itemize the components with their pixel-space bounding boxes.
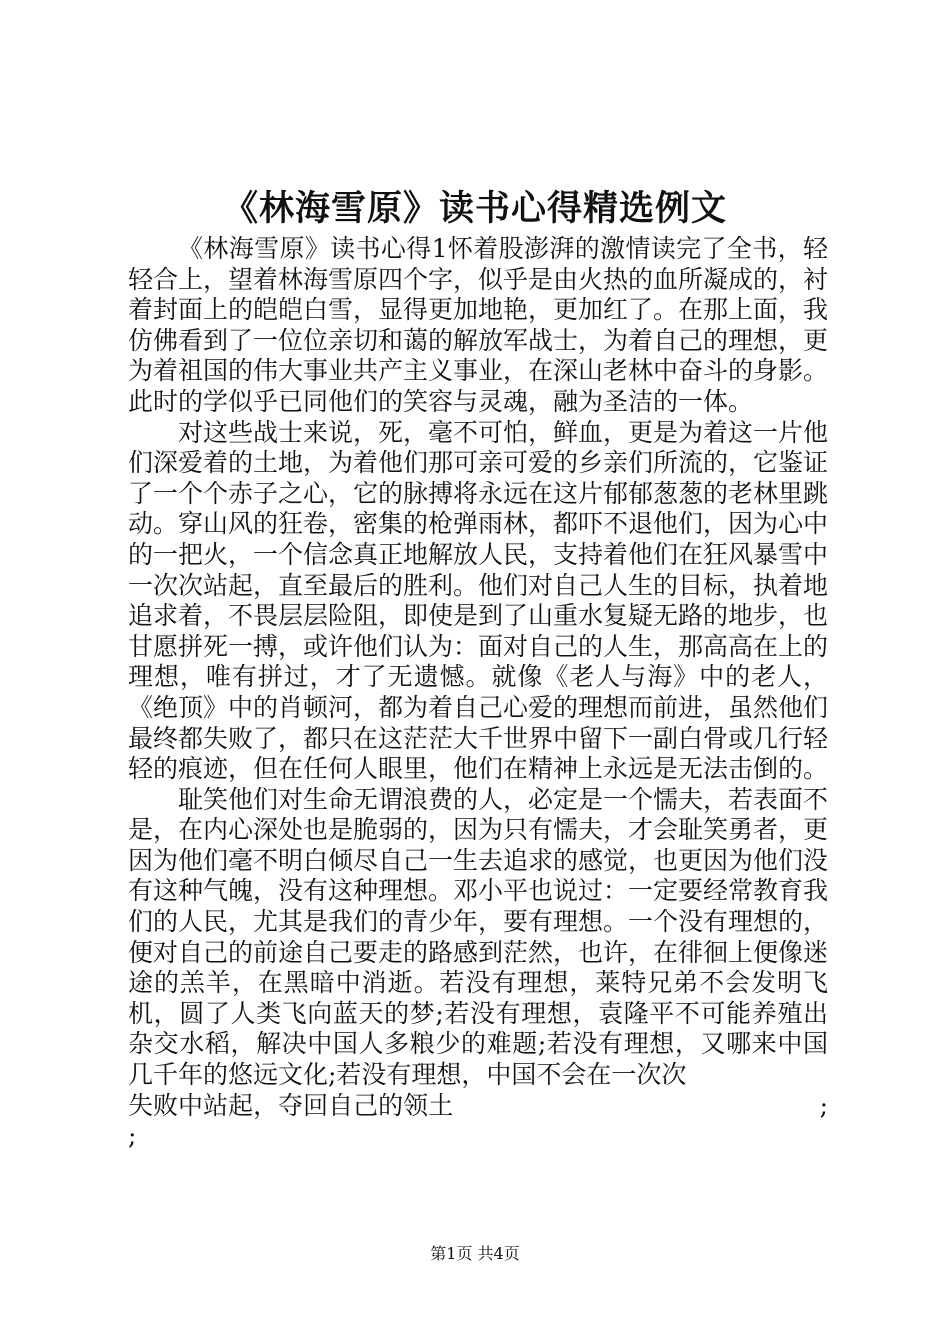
tail-char: 失 <box>128 1090 154 1120</box>
tail-char: 土 <box>428 1090 454 1120</box>
tail-char: ; <box>819 1090 828 1120</box>
document-title: 《林海雪原》读书心得精选例文 <box>222 189 727 229</box>
page-number: 第1页 共4页 <box>430 1244 520 1263</box>
paragraph-1: 《林海雪原》读书心得1怀着股澎湃的激情读完了全书，轻轻合上，望着林海雪原四个字，似乎是由火热的血所凝成的，衬着封面上的皑皑白雪，显得更加地艳，更加红了。在那上面，我仿佛看到了一位位亲切和蔼的解放军战士，为着自己的理想，更为着祖国的伟大事业共产主义事业，在深山老林中奋斗的身影。此时的学似乎已同他们的笑容与灵魂，融为圣洁的一体。 <box>128 234 829 416</box>
tail-semicolon: ; <box>128 1121 137 1151</box>
tail-char: 己 <box>353 1090 379 1120</box>
paragraph-2: 对这些战士来说，死，毫不可怕，鲜血，更是为着这一片他们深爱着的土地，为着他们那可亲可爱的乡亲们所流的，它鉴证了一个个赤子之心，它的脉搏将永远在这片郁郁葱葱的老林里跳动。穿山风的狂卷，密集的枪弹雨林，都吓不退他们，因为心中的一把火，一个信念真正地解放人民，支持着他们在狂风暴雪中一次次站起，直至最后的胜利。他们对自己人生的目标，执着地追求着，不畏层层险阻，即使是到了山重水复疑无路的地步，也甘愿拼死一搏，或许他们认为：面对自己的人生，那高高在上的理想，唯有拼过，才了无遗憾。就像《老人与海》中的老人，《绝顶》中的肖顿河，都为着自己心爱的理想而前进，虽然他们最终都失败了，都只在这茫茫大千世界中留下一副白骨或几行轻轻的痕迹，但在任何人眼里，他们在精神上永远是无法击倒的。 <box>128 417 829 784</box>
tail-char: 起 <box>228 1090 254 1120</box>
paragraph-3-last-line <box>128 1091 828 1122</box>
document-body <box>128 234 828 1152</box>
tail-char: 的 <box>378 1090 404 1120</box>
tail-char: 夺 <box>278 1090 304 1120</box>
tail-char: 站 <box>203 1090 229 1120</box>
paragraph-3: 耻笑他们对生命无谓浪费的人，必定是一个懦夫，若表面不是，在内心深处也是脆弱的，因为只有懦夫，才会耻笑勇者，更因为他们毫不明白倾尽自己一生去追求的感觉，也更因为他们没有这种气魄，没有这种理想。邓小平也说过：一定要经常教育我们的人民，尤其是我们的青少年，要有理想。一个没有理想的，便对自己的前途自己要走的路感到茫然，也许，在徘徊上便像迷途的羔羊，在黑暗中消逝。若没有理想，莱特兄弟不会发明飞机，圆了人类飞向蓝天的梦;若没有理想，袁隆平不可能养殖出杂交水稻，解决中国人多粮少的难题;若没有理想，又哪来中国几千年的悠远文化;若没有理想，中国不会在一次次 <box>128 784 829 1090</box>
tail-char: 自 <box>328 1090 354 1120</box>
tail-char: 中 <box>178 1090 204 1120</box>
tail-char: 回 <box>303 1090 329 1120</box>
tail-char: 败 <box>153 1090 179 1120</box>
tail-char: ， <box>253 1090 279 1120</box>
tail-char: 领 <box>403 1090 429 1120</box>
